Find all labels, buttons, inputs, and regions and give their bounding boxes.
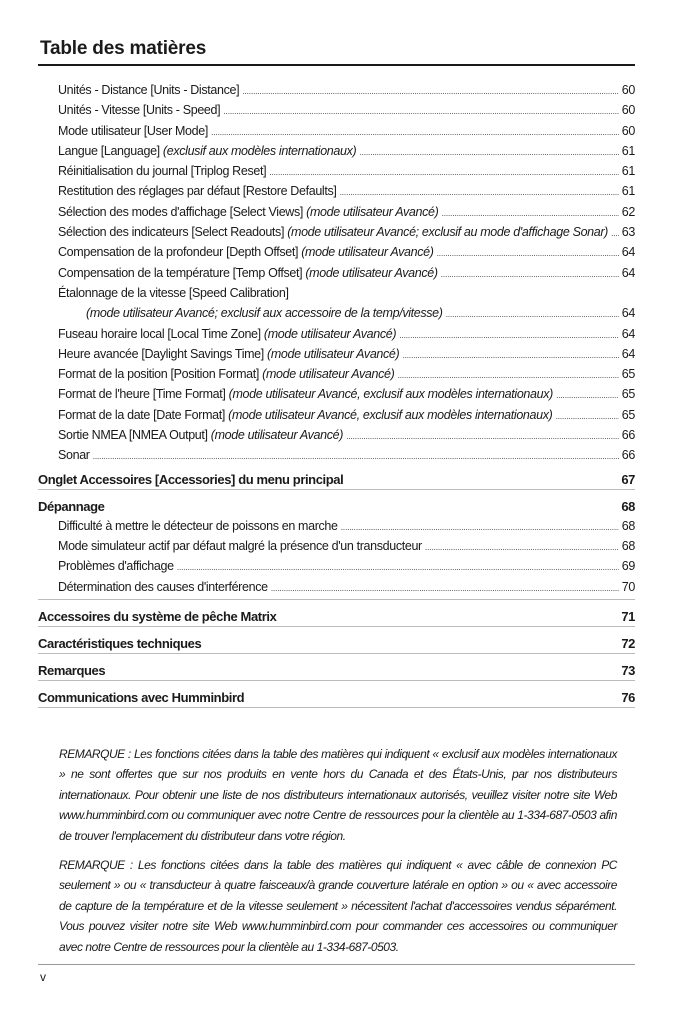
- toc-entry-label: [58, 324, 396, 344]
- section-label: Accessoires du système de pêche Matrix: [38, 608, 277, 624]
- toc-entry-label: [58, 405, 552, 425]
- toc-entry[interactable]: [38, 445, 635, 465]
- section-page: 76: [621, 689, 635, 705]
- toc-entry-label-italic: (mode utilisateur Avancé; exclusif aux accessoire de la temp/vitesse): [86, 306, 443, 321]
- toc-entry[interactable]: [38, 324, 635, 344]
- toc-section-troubleshooting[interactable]: [38, 499, 635, 516]
- toc-entry-text: Compensation de la profondeur [Depth Offset]: [58, 245, 302, 260]
- toc-entry-label: [58, 577, 268, 597]
- toc-section-contact[interactable]: [38, 690, 635, 708]
- footer-divider: [38, 964, 635, 965]
- section-page: 73: [621, 662, 635, 678]
- toc-entry-label: [58, 516, 338, 536]
- toc-entry-label: [58, 242, 434, 262]
- toc-entry[interactable]: [38, 425, 635, 445]
- section-page: 71: [621, 608, 635, 624]
- toc-entry-text: Problèmes d'affichage: [58, 559, 174, 574]
- toc-entry[interactable]: [38, 121, 635, 141]
- toc-entry-qualifier: (mode utilisateur Avancé, exclusif aux modèles internationaux): [228, 407, 553, 422]
- leader-dots: [402, 345, 618, 365]
- toc-entry[interactable]: [38, 536, 635, 556]
- leader-dots: [446, 304, 619, 324]
- leader-dots: [211, 122, 619, 142]
- leader-dots: [223, 101, 619, 121]
- table-of-contents: [38, 80, 635, 708]
- section-label: Communications avec Humminbird: [38, 689, 245, 705]
- leader-dots: [441, 203, 618, 223]
- toc-entry-qualifier: (mode utilisateur Avancé): [305, 265, 438, 280]
- toc-section-specifications[interactable]: [38, 636, 635, 654]
- page-number: v: [40, 970, 46, 984]
- toc-entry[interactable]: [38, 516, 635, 536]
- toc-entry-label: [58, 344, 399, 364]
- toc-entry-label: [58, 384, 553, 404]
- toc-entry-page: 60: [621, 103, 635, 118]
- toc-entry-page: 69: [621, 559, 635, 574]
- section-page: 68: [621, 498, 635, 514]
- toc-entry-text: Langue [Language]: [58, 143, 163, 158]
- leader-dots: [93, 446, 619, 466]
- section-label: Onglet Accessoires [Accessories] du menu principal: [38, 471, 344, 487]
- toc-entry-label: [58, 536, 422, 556]
- toc-entry-qualifier: (mode utilisateur Avancé): [263, 326, 397, 341]
- toc-entry-text: Détermination des causes d'interférence: [58, 579, 268, 594]
- leader-dots: [177, 557, 619, 577]
- toc-entry-text: Sortie NMEA [NMEA Output]: [58, 428, 211, 443]
- section-label: Dépannage: [38, 498, 105, 514]
- toc-entry-page: 61: [621, 164, 635, 179]
- toc-entry-page: 64: [621, 306, 635, 321]
- section-page: 72: [621, 635, 635, 651]
- toc-entry-page: 68: [621, 518, 635, 533]
- leader-dots: [555, 406, 618, 426]
- toc-entry-label: [58, 222, 608, 242]
- toc-entry-page: 64: [621, 326, 635, 341]
- toc-entry-page: 65: [621, 407, 635, 422]
- toc-entry[interactable]: [38, 181, 635, 201]
- toc-entry-text: Mode utilisateur [User Mode]: [58, 123, 208, 138]
- leader-dots: [441, 264, 619, 284]
- toc-entry[interactable]: [38, 364, 635, 384]
- toc-entry-page: 64: [621, 265, 635, 280]
- toc-entry-qualifier: (mode utilisateur Avancé; exclusif au mode d'affichage Sonar): [287, 225, 608, 240]
- toc-entry-qualifier: (mode utilisateur Avancé): [267, 346, 400, 361]
- toc-entry-page: 64: [621, 346, 635, 361]
- toc-entry-page: 66: [621, 448, 635, 463]
- toc-entry-text: Difficulté à mettre le détecteur de poissons en marche: [58, 518, 338, 533]
- toc-entry-label: [58, 181, 337, 201]
- section-label: Remarques: [38, 662, 106, 678]
- toc-entry-page: 60: [621, 123, 635, 138]
- toc-entry-page: 64: [621, 245, 635, 260]
- toc-entry[interactable]: [38, 202, 635, 222]
- toc-entry[interactable]: [38, 405, 635, 425]
- toc-entry-qualifier: (exclusif aux modèles internationaux): [162, 143, 357, 158]
- note-accessories: REMARQUE : Les fonctions citées dans la table des matières qui indiquent « avec câble de connexion PC seulement » ou « transducteur à quatre faisceaux/à grande couverture latérale en option » ou « avec accessoire de capture de la température et de la vitesse seulement » nécessitent l'achat d'accessoires vendus séparément. Vous pouvez visiter notre site Web www.humminbird.com pour commander ces accessoires ou communiquer avec notre Centre de ressources pour la clientèle au 1-334-687-0503.: [59, 858, 617, 954]
- toc-entry-text: Restitution des réglages par défaut [Restore Defaults]: [58, 184, 337, 199]
- toc-entry-text: Mode simulateur actif par défaut malgré la présence d'un transducteur: [58, 538, 422, 553]
- toc-entry-page: 68: [621, 538, 635, 553]
- toc-entry-label: [58, 425, 343, 445]
- leader-dots: [346, 426, 619, 446]
- notes-block: [59, 744, 617, 966]
- leader-dots: [397, 365, 618, 385]
- toc-entry-text: Fuseau horaire local [Local Time Zone]: [58, 326, 264, 341]
- toc-entry-text: Unités - Vitesse [Units - Speed]: [58, 103, 221, 118]
- toc-entry-page: 60: [621, 83, 635, 97]
- toc-entry-speed-calibration-sub[interactable]: [38, 303, 635, 323]
- toc-entry[interactable]: [38, 141, 635, 161]
- toc-section-matrix[interactable]: [38, 609, 635, 627]
- toc-entry-speed-calibration[interactable]: [38, 283, 635, 303]
- page-title: Table des matières: [40, 38, 207, 59]
- leader-dots: [271, 578, 619, 598]
- toc-section-notes[interactable]: [38, 663, 635, 681]
- toc-entry-text: Réinitialisation du journal [Triplog Reset]: [58, 164, 267, 179]
- toc-entry-label: [58, 263, 438, 283]
- toc-entry-label: [58, 202, 438, 222]
- toc-entry-qualifier: (mode utilisateur Avancé): [306, 204, 439, 219]
- title-divider: [38, 64, 635, 66]
- toc-entry-label: [58, 100, 220, 120]
- toc-entry-page: 62: [621, 204, 635, 219]
- leader-dots: [556, 385, 619, 405]
- toc-entry[interactable]: [38, 161, 635, 181]
- toc-entry-page: 65: [621, 367, 635, 382]
- toc-entry-label: [58, 445, 90, 465]
- toc-entry-page: 66: [621, 428, 635, 443]
- leader-dots: [341, 517, 619, 537]
- section-page: 67: [621, 471, 635, 487]
- leader-dots: [611, 223, 619, 243]
- toc-entry-label: [58, 556, 174, 576]
- toc-entry-qualifier: (mode utilisateur Avancé): [262, 367, 395, 382]
- toc-entry-text: Format de la position [Position Format]: [58, 367, 263, 382]
- leader-dots: [399, 325, 619, 345]
- toc-entry-page: 61: [621, 143, 635, 158]
- toc-entry-text: Compensation de la température [Temp Offset]: [58, 265, 306, 280]
- toc-entry[interactable]: [38, 556, 635, 576]
- leader-dots: [425, 537, 619, 557]
- toc-entry[interactable]: [38, 384, 635, 404]
- toc-entry-label: [58, 121, 208, 141]
- toc-entry-text: Format de l'heure [Time Format]: [58, 387, 229, 402]
- toc-entry[interactable]: [38, 242, 635, 262]
- toc-entry-text: Sélection des indicateurs [Select Readouts]: [58, 225, 288, 240]
- toc-entry[interactable]: [38, 100, 635, 120]
- toc-entry-label: [58, 161, 266, 181]
- toc-entry-label: [58, 364, 394, 384]
- toc-entry[interactable]: [38, 577, 635, 597]
- note-international: REMARQUE : Les fonctions citées dans la table des matières qui indiquent « exclusif aux modèles internationaux » ne sont offertes que sur nos produits en vente hors du Canada et des États-Unis, par nos distributeurs internationaux. Pour obtenir une liste de nos distributeurs internationaux autorisés, veuillez visiter notre site Web www.humminbird.com ou communiquer avec notre Centre de ressources pour la clientèle au 1-334-687-0503 afin de trouver l'emplacement du distributeur dans votre région.: [59, 747, 617, 843]
- toc-entry-page: 63: [621, 225, 635, 240]
- toc-entry-qualifier: (mode utilisateur Avancé, exclusif aux modèles internationaux): [228, 387, 553, 402]
- toc-entry-label: [58, 141, 356, 161]
- toc-entry-qualifier: (mode utilisateur Avancé): [210, 428, 344, 443]
- toc-section-accessories[interactable]: [38, 472, 635, 490]
- leader-dots: [242, 81, 619, 101]
- toc-entry-qualifier: (mode utilisateur Avancé): [301, 245, 434, 260]
- toc-entry-text: Unités - Distance [Units - Distance]: [58, 83, 240, 97]
- leader-dots: [269, 162, 619, 182]
- toc-entry[interactable]: [38, 222, 635, 242]
- section-label: Caractéristiques techniques: [38, 635, 202, 651]
- toc-entry[interactable]: [38, 263, 635, 283]
- toc-entry[interactable]: [38, 344, 635, 364]
- toc-entry-text: Sonar: [58, 448, 90, 463]
- toc-entry-page: 65: [621, 387, 635, 402]
- toc-entry-text: Sélection des modes d'affichage [Select Views]: [58, 204, 307, 219]
- leader-dots: [359, 142, 618, 162]
- leader-dots: [340, 182, 619, 202]
- toc-entry[interactable]: [38, 80, 635, 100]
- toc-entry-label: [58, 80, 239, 100]
- toc-entry-page: 61: [621, 184, 635, 199]
- toc-entry-label: Étalonnage de la vitesse [Speed Calibration]: [58, 285, 289, 300]
- toc-entry-text: Heure avancée [Daylight Savings Time]: [58, 346, 268, 361]
- toc-entry-page: 70: [621, 579, 635, 594]
- toc-entry-text: Format de la date [Date Format]: [58, 407, 229, 422]
- leader-dots: [437, 243, 619, 263]
